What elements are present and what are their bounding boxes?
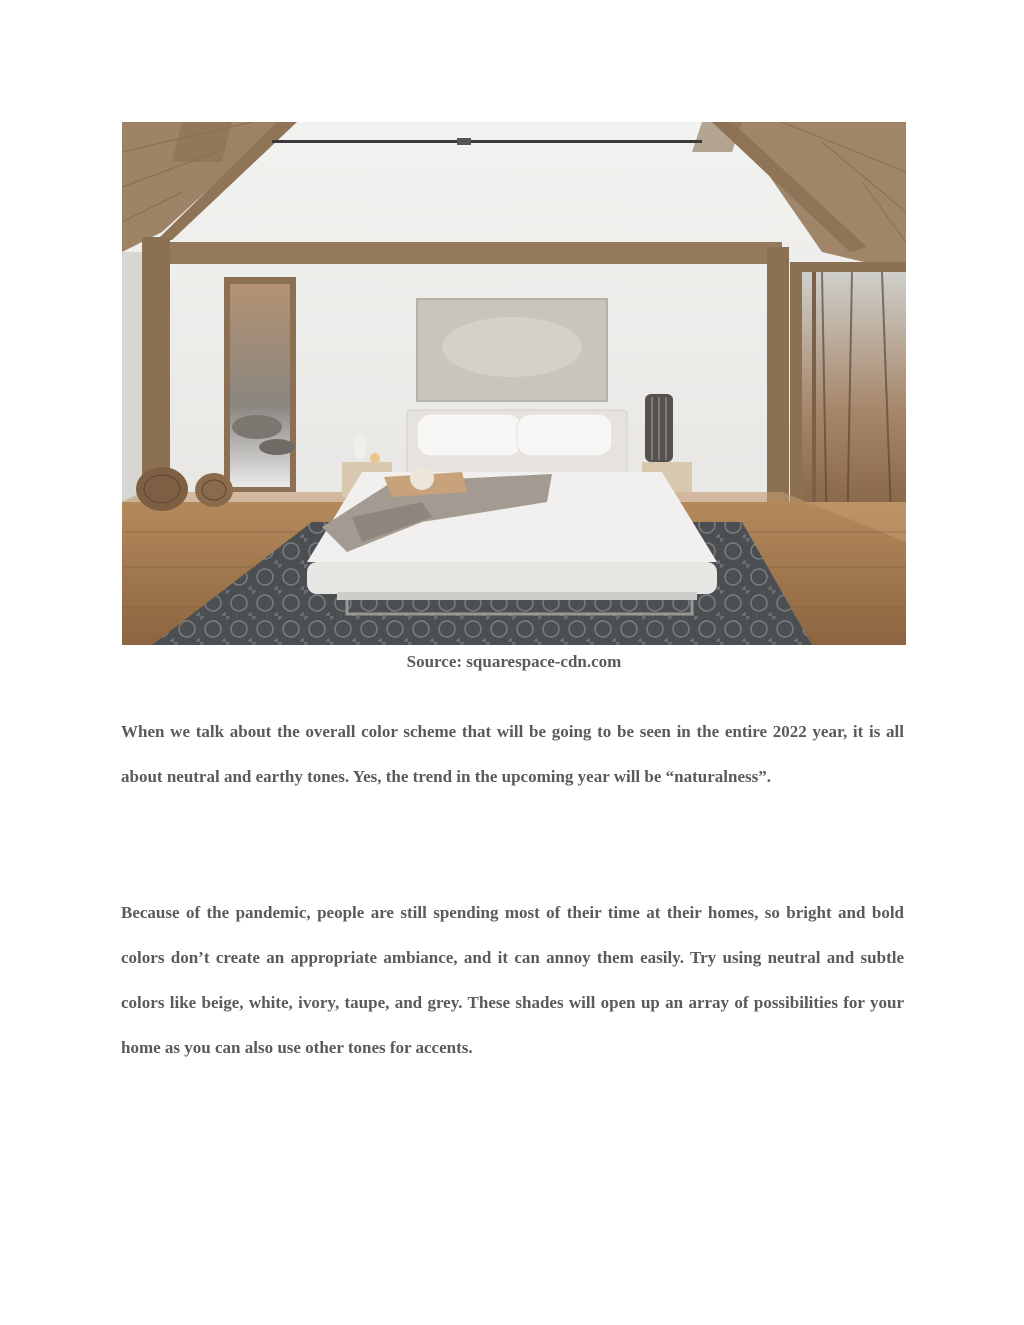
bedroom-photo <box>122 122 906 645</box>
body-paragraph: Because of the pandemic, people are still spending most of their time at their homes, so bright and bold colors don’t create an appropriate ambiance, and it can annoy them easily. Try using neutral and subtle colors like beige, white, ivory, taupe, and grey. These shades will open up an array of possibilities for your home as you can also use other tones for accents. <box>121 903 904 1057</box>
figure-caption: Source: squarespace-cdn.com <box>406 652 622 671</box>
body-paragraph: When we talk about the overall color scheme that will be going to be seen in the entire 2022 year, it is all about neutral and earthy tones. Yes, the trend in the upcoming year will be “naturalness”. <box>121 722 904 786</box>
